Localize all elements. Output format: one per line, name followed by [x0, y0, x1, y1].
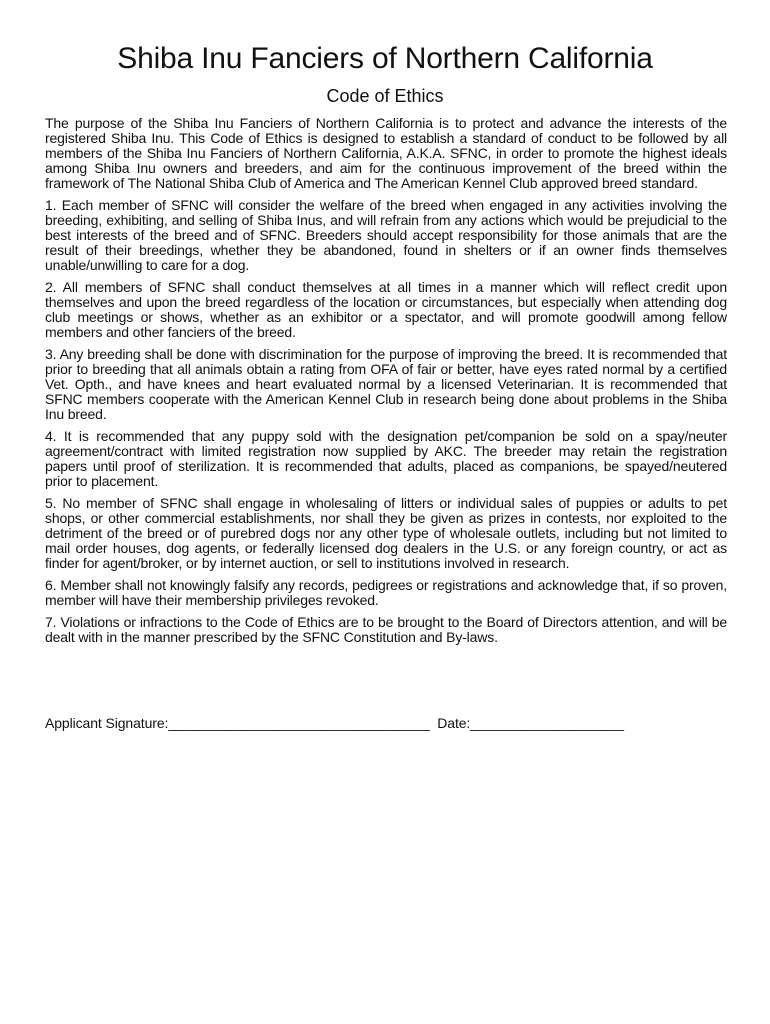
ethics-item-4: 4. It is recommended that any puppy sold with the designation pet/companion be sold on a spay/neuter agreement/contract with limited registration now supplied by AKC. The breeder may retain the registration papers until proof of sterilization. It is recommended that adults, placed as companions, be spayed/neutered prior to placement. — [45, 428, 727, 489]
ethics-item-5: 5. No member of SFNC shall engage in wholesaling of litters or individual sales of puppies or adults to pet shops, or other commercial establishments, nor shall they be given as prizes in contests, nor exploited to the detriment of the breed or of purebred dogs nor any other type of wholesale outlets, including but not limited to mail order houses, dog agents, or federally licensed dog dealers in the U.S. or any foreign country, or act as finder for agent/broker, or by internet auction, or sell to institutions involved in research. — [45, 495, 727, 571]
ethics-item-2: 2. All members of SFNC shall conduct themselves at all times in a manner which will reflect credit upon themselves and upon the breed regardless of the location or circumstances, but especially when attending dog club meetings or shows, whether as an exhibitor or a spectator, and will promote goodwill among fellow members and other fanciers of the breed. — [45, 279, 727, 340]
document-body — [45, 116, 727, 652]
ethics-item-6: 6. Member shall not knowingly falsify any records, pedigrees or registrations and acknowledge that, if so proven, member will have their membership privileges revoked. — [45, 577, 727, 608]
signature-row — [45, 714, 624, 732]
applicant-signature-field[interactable]: __________________________________ — [168, 715, 430, 731]
date-label: Date: — [437, 715, 471, 731]
date-field[interactable]: ____________________ — [470, 715, 624, 731]
intro-paragraph: The purpose of the Shiba Inu Fanciers of Northern California is to protect and advance the interests of the registered Shiba Inu. This Code of Ethics is designed to establish a standard of conduct to be followed by all members of the Shiba Inu Fanciers of Northern California, A.K.A. SFNC, in order to promote the highest ideals among Shiba Inu owners and breeders, and aim for the continuous improvement of the breed within the framework of The National Shiba Club of America and The American Kennel Club approved breed standard. — [45, 115, 727, 191]
document-title: Shiba Inu Fanciers of Northern California — [117, 42, 653, 75]
document-subtitle: Code of Ethics — [326, 86, 444, 106]
ethics-item-3: 3. Any breeding shall be done with discrimination for the purpose of improving the breed. It is recommended that prior to breeding that all animals obtain a rating from OFA of fair or better, have eyes rated normal by a certified Vet. Opth., and have knees and heart evaluated normal by a licensed Veterinarian. It is recommended that SFNC members cooperate with the American Kennel Club in research being done about problems in the Shiba Inu breed. — [45, 346, 727, 422]
applicant-signature-label: Applicant Signature: — [45, 715, 169, 731]
ethics-item-1: 1. Each member of SFNC will consider the welfare of the breed when engaged in any activities involving the breeding, exhibiting, and selling of Shiba Inus, and will refrain from any actions which would be prejudicial to the best interests of the breed and of SFNC. Breeders should accept responsibility for those animals that are the result of their breedings, whether they be abandoned, found in shelters or if an owner finds themselves unable/unwilling to care for a dog. — [45, 197, 727, 273]
ethics-item-7: 7. Violations or infractions to the Code of Ethics are to be brought to the Board of Directors attention, and will be dealt with in the manner prescribed by the SFNC Constitution and By-laws. — [45, 614, 727, 645]
